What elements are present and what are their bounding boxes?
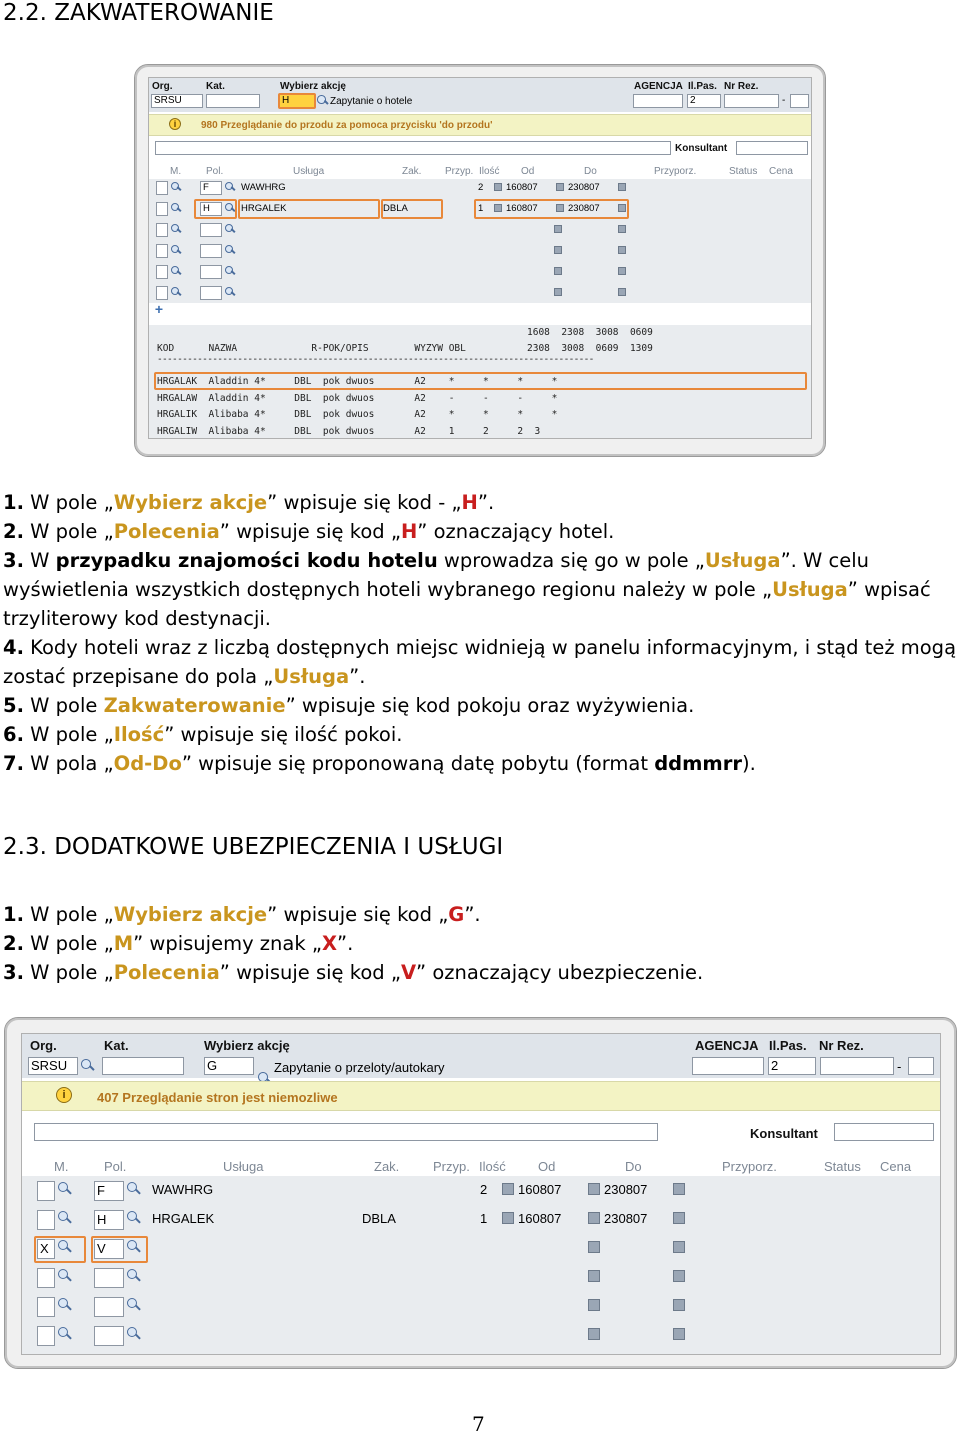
service-code[interactable]: HRGALEK	[152, 1211, 215, 1226]
agency-input[interactable]	[633, 94, 683, 108]
calendar-icon[interactable]	[588, 1299, 600, 1311]
nrrez-label: Nr Rez.	[724, 81, 759, 92]
action-code-input[interactable]: G	[204, 1057, 254, 1075]
action-code-input[interactable]: H	[278, 93, 316, 109]
instruction-text: ” oznaczający ubezpieczenie.	[416, 961, 704, 984]
column-status: Status	[729, 166, 758, 177]
search-icon[interactable]	[58, 1211, 72, 1225]
agency-input[interactable]	[692, 1057, 764, 1075]
select-checkbox[interactable]	[37, 1210, 55, 1230]
instruction-text: ” wpisuje się kod pokoju oraz wyżywienia.	[285, 694, 695, 717]
field-name: Ilość	[113, 723, 165, 746]
calendar-icon[interactable]	[673, 1241, 685, 1253]
calendar-icon[interactable]	[554, 267, 562, 275]
instruction-text: W	[23, 549, 56, 572]
instruction-text: W pole „	[23, 903, 114, 926]
column-przyporz: Przyporz.	[722, 1159, 777, 1174]
search-icon[interactable]	[171, 287, 181, 297]
field-name: Polecenia	[113, 961, 220, 984]
wybierz-akcje-label: Wybierz akcję	[204, 1038, 290, 1053]
service-table	[149, 179, 812, 303]
column-zak: Zak.	[374, 1159, 400, 1174]
instruction-text: ” wpisuje się kod „	[267, 903, 449, 926]
info-icon: i	[169, 118, 181, 130]
instruction-2	[3, 929, 958, 958]
accommodation-code[interactable]: DBLA	[362, 1211, 396, 1226]
search-icon[interactable]	[171, 266, 181, 276]
instructions-zakwaterowanie	[3, 488, 958, 778]
code-value: H	[461, 491, 478, 514]
select-checkbox[interactable]	[37, 1268, 55, 1288]
select-checkbox[interactable]	[156, 202, 168, 216]
search-icon[interactable]	[171, 203, 181, 213]
column-status: Status	[824, 1159, 861, 1174]
calendar-icon[interactable]	[554, 225, 562, 233]
field-name: Zakwaterowanie	[103, 694, 286, 717]
instruction-text: ” wpisuje się kod „	[219, 520, 401, 543]
reservation-suffix-input[interactable]	[908, 1057, 934, 1075]
instruction-text: ” wpisuje się ilość pokoi.	[164, 723, 403, 746]
select-checkbox[interactable]	[156, 181, 168, 195]
command-input[interactable]: F	[200, 181, 222, 195]
calendar-icon[interactable]	[554, 246, 562, 254]
highlight-frame	[34, 1236, 86, 1263]
calendar-icon[interactable]	[618, 267, 626, 275]
screenshot-hotel-query	[134, 64, 826, 457]
instruction-text: W pole	[23, 694, 104, 717]
instruction-number: 7.	[3, 752, 24, 775]
column-cena: Cena	[769, 166, 793, 177]
instruction-number: 5.	[3, 694, 24, 717]
instruction-text: ”.	[477, 491, 495, 514]
instruction-6	[3, 720, 958, 749]
search-icon[interactable]	[317, 95, 328, 106]
section-heading-zakwaterowanie: 2.2. ZAKWATEROWANIE	[3, 0, 274, 26]
calendar-icon[interactable]	[588, 1212, 600, 1224]
instruction-text: ”.	[464, 903, 481, 926]
command-input[interactable]	[94, 1297, 124, 1317]
search-icon[interactable]	[127, 1298, 141, 1312]
instruction-number: 1.	[3, 491, 24, 514]
reservation-number-input[interactable]	[724, 94, 779, 108]
select-checkbox[interactable]	[37, 1181, 55, 1201]
search-icon[interactable]	[58, 1298, 72, 1312]
column-pol: Pol.	[206, 166, 224, 177]
hotel-line[interactable]: HRGALIK Alibaba 4* DBL pok dwuos A2 * * * *	[157, 409, 558, 420]
search-icon[interactable]	[127, 1182, 141, 1196]
calendar-icon[interactable]	[618, 225, 626, 233]
agencja-label: AGENCJA	[695, 1038, 759, 1053]
command-input[interactable]: H	[94, 1210, 124, 1230]
instruction-number: 4.	[3, 636, 24, 659]
calendar-icon[interactable]	[588, 1270, 600, 1282]
instruction-text: W pole „	[23, 491, 114, 514]
search-icon[interactable]	[58, 1327, 72, 1341]
search-icon[interactable]	[58, 1182, 72, 1196]
konsultant-input[interactable]	[736, 141, 808, 155]
column-usluga: Usługa	[223, 1159, 264, 1174]
highlight-frame	[238, 199, 380, 219]
date-from[interactable]: 160807	[518, 1211, 562, 1226]
column-m: M.	[170, 166, 182, 177]
action-description: Zapytanie o przeloty/autokary	[274, 1060, 445, 1075]
calendar-icon[interactable]	[673, 1328, 685, 1340]
org-input[interactable]: SRSU	[28, 1057, 78, 1075]
kat-label: Kat.	[104, 1038, 129, 1053]
calendar-icon[interactable]	[673, 1299, 685, 1311]
hotel-line[interactable]: HRGALIW Alibaba 4* DBL pok dwuos A2 1 2 2 3	[157, 426, 541, 437]
date-from[interactable]: 160807	[506, 203, 538, 214]
konsultant-label: Konsultant	[750, 1126, 818, 1141]
column-przyporz: Przyporz.	[654, 166, 697, 177]
command-input[interactable]	[94, 1268, 124, 1288]
highlight-frame	[91, 1236, 148, 1263]
instruction-text: W pole „	[23, 961, 114, 984]
highlight-frame	[474, 199, 629, 219]
select-checkbox[interactable]	[37, 1326, 55, 1346]
reservation-number-input[interactable]	[820, 1057, 894, 1075]
instruction-7	[3, 749, 958, 778]
calendar-icon[interactable]	[494, 183, 502, 191]
instruction-4	[3, 633, 958, 691]
instruction-text: ”.	[349, 665, 366, 688]
screenshot-additional-services	[4, 1017, 957, 1369]
command-input[interactable]	[94, 1326, 124, 1346]
column-m: M.	[54, 1159, 69, 1174]
instructions-dodatkowe-uslugi	[3, 900, 958, 987]
instruction-text: ).	[741, 752, 756, 775]
instruction-text: Kody hoteli wraz z liczbą dostępnych miejsc widnieją w panelu informacyjnym, i stąd też mogą zostać przepisane do pola „	[3, 636, 957, 688]
calendar-icon[interactable]	[502, 1212, 514, 1224]
instruction-text: ”. W celu wyświetlenia wszystkich dostępnych hoteli wybranego regionu należy w pole „	[3, 549, 870, 601]
instruction-text: W pole „	[23, 932, 114, 955]
command-input[interactable]: H	[200, 202, 222, 216]
field-name: Usługa	[704, 549, 781, 572]
field-name: Polecenia	[113, 520, 220, 543]
date-to[interactable]: 230807	[604, 1182, 648, 1197]
org-label: Org.	[152, 81, 173, 92]
command-input[interactable]: V	[94, 1239, 124, 1259]
instruction-number: 2.	[3, 932, 24, 955]
select-checkbox[interactable]	[156, 265, 168, 279]
instruction-text: ” wpisuje się kod - „	[267, 491, 462, 514]
passenger-count-input[interactable]: 2	[687, 94, 721, 108]
column-pol: Pol.	[104, 1159, 127, 1174]
instruction-text: ” oznaczający hotel.	[417, 520, 615, 543]
org-label: Org.	[30, 1038, 57, 1053]
highlighted-hotel-line	[154, 372, 807, 390]
highlight-frame	[381, 199, 443, 219]
instruction-3	[3, 958, 958, 987]
instruction-text: W pola „	[23, 752, 114, 775]
hotel-line[interactable]: HRGALAW Aladdin 4* DBL pok dwuos A2 - - - *	[157, 393, 558, 404]
column-przyp: Przyp.	[433, 1159, 470, 1174]
instruction-1	[3, 900, 958, 929]
konsultant-input[interactable]	[834, 1123, 934, 1141]
command-input[interactable]: F	[94, 1181, 124, 1201]
calendar-icon[interactable]	[588, 1328, 600, 1340]
room-count[interactable]: 1	[480, 1211, 488, 1226]
instruction-text: ” wpisujemy znak „	[133, 932, 322, 955]
field-name: Usługa	[772, 578, 848, 601]
nrrez-label: Nr Rez.	[819, 1038, 864, 1053]
info-dates-row-2: 2308 3008 0609 1309	[527, 343, 653, 354]
search-icon[interactable]	[171, 224, 181, 234]
command-input[interactable]	[200, 244, 222, 258]
calendar-icon[interactable]	[618, 246, 626, 254]
search-icon[interactable]	[127, 1269, 141, 1283]
kat-label: Kat.	[206, 81, 225, 92]
field-name: Wybierz akcje	[113, 491, 268, 514]
column-do: Do	[625, 1159, 642, 1174]
instruction-emphasis: przypadku znajomości kodu hotelu	[55, 549, 438, 572]
search-icon[interactable]	[225, 245, 235, 255]
search-icon[interactable]	[58, 1269, 72, 1283]
instruction-text: wprowadza się go w pole „	[437, 549, 705, 572]
info-header: KOD NAZWA R-POK/OPIS WYZYW OBL	[157, 343, 466, 354]
instruction-number: 1.	[3, 903, 24, 926]
select-checkbox[interactable]: X	[37, 1239, 55, 1259]
ilpas-label: Il.Pas.	[769, 1038, 807, 1053]
calendar-icon[interactable]	[502, 1183, 514, 1195]
select-checkbox[interactable]	[156, 244, 168, 258]
instruction-text: ” wpisać trzyliterowy kod destynacji.	[3, 578, 931, 630]
calendar-icon[interactable]	[673, 1183, 685, 1195]
remarks-input[interactable]	[155, 141, 671, 155]
search-icon[interactable]	[127, 1211, 141, 1225]
search-icon[interactable]	[225, 287, 235, 297]
instruction-text: ” wpisuje się kod „	[219, 961, 401, 984]
calendar-icon[interactable]	[618, 183, 626, 191]
dash-separator: -	[897, 1059, 902, 1074]
instruction-number: 3.	[3, 961, 24, 984]
info-dates-row-1: 1608 2308 3008 0609	[527, 327, 653, 338]
calendar-icon[interactable]	[618, 288, 626, 296]
info-icon: i	[56, 1087, 72, 1103]
booking-form	[21, 1033, 941, 1355]
highlight-frame	[194, 199, 237, 219]
code-value: H	[400, 520, 418, 543]
org-input[interactable]: SRSU	[151, 94, 203, 108]
code-value: V	[400, 961, 417, 984]
calendar-icon[interactable]	[588, 1241, 600, 1253]
section-heading-dodatkowe-uslugi: 2.3. DODATKOWE UBEZPIECZENIA I USŁUGI	[3, 834, 504, 860]
date-from[interactable]: 160807	[518, 1182, 562, 1197]
column-od: Od	[521, 166, 535, 177]
search-icon[interactable]	[225, 266, 235, 276]
add-row-icon[interactable]: +	[154, 301, 164, 317]
calendar-icon[interactable]	[673, 1270, 685, 1282]
instruction-text: ” wpisuje się proponowaną datę pobytu (format	[181, 752, 655, 775]
instruction-number: 2.	[3, 520, 24, 543]
calendar-icon[interactable]	[588, 1183, 600, 1195]
passenger-count-input[interactable]: 2	[768, 1057, 816, 1075]
field-name: Od-Do	[113, 752, 182, 775]
instruction-3	[3, 546, 958, 633]
status-message: 980 Przeglądanie do przodu za pomoca przycisku 'do przodu'	[201, 120, 493, 131]
instruction-text: W pole „	[23, 723, 114, 746]
service-code[interactable]: HRGALEK	[241, 203, 287, 214]
column-do: Do	[584, 166, 597, 177]
room-count[interactable]: 1	[478, 203, 484, 214]
calendar-icon[interactable]	[554, 288, 562, 296]
date-to[interactable]: 230807	[568, 203, 600, 214]
command-input[interactable]	[200, 286, 222, 300]
instruction-1	[3, 488, 958, 517]
command-input[interactable]	[200, 223, 222, 237]
wybierz-akcje-label: Wybierz akcję	[280, 81, 346, 92]
ilpas-label: Il.Pas.	[688, 81, 717, 92]
booking-form	[148, 77, 812, 439]
instruction-text: W pole „	[23, 520, 114, 543]
kat-input[interactable]	[102, 1057, 184, 1075]
page-number: 7	[472, 1412, 485, 1436]
hotel-line[interactable]: HRGALAK Aladdin 4* DBL pok dwuos A2 * * * *	[157, 376, 558, 387]
column-cena: Cena	[880, 1159, 912, 1174]
instruction-emphasis: ddmmrr	[654, 752, 742, 775]
search-icon[interactable]	[127, 1327, 141, 1341]
select-checkbox[interactable]	[156, 286, 168, 300]
date-to[interactable]: 230807	[568, 182, 600, 193]
field-name: M	[113, 932, 134, 955]
code-value: X	[321, 932, 337, 955]
field-name: Wybierz akcje	[113, 903, 268, 926]
column-od: Od	[538, 1159, 556, 1174]
kat-input[interactable]	[206, 94, 260, 108]
column-zak: Zak.	[402, 166, 422, 177]
search-icon[interactable]	[225, 182, 235, 192]
calendar-icon[interactable]	[673, 1212, 685, 1224]
reservation-suffix-input[interactable]	[790, 94, 809, 108]
service-code[interactable]: WAWHRG	[241, 182, 286, 193]
action-description: Zapytanie o hotele	[330, 96, 413, 107]
search-icon[interactable]	[171, 245, 181, 255]
instruction-number: 6.	[3, 723, 24, 746]
search-icon[interactable]	[225, 224, 235, 234]
code-value: G	[448, 903, 465, 926]
konsultant-label: Konsultant	[675, 143, 728, 154]
search-icon[interactable]	[81, 1059, 94, 1072]
column-ilosc: Ilość	[479, 1159, 506, 1174]
search-icon[interactable]	[171, 182, 181, 192]
field-name: Usługa	[273, 665, 350, 688]
command-input[interactable]	[200, 265, 222, 279]
column-ilosc: Ilość	[479, 166, 500, 177]
agencja-label: AGENCJA	[634, 81, 683, 92]
calendar-icon[interactable]	[556, 183, 564, 191]
accommodation-code[interactable]: DBLA	[383, 203, 408, 214]
service-code[interactable]: WAWHRG	[152, 1182, 214, 1197]
date-from[interactable]: 160807	[506, 182, 538, 193]
remarks-input[interactable]	[34, 1123, 658, 1141]
instruction-5	[3, 691, 958, 720]
select-checkbox[interactable]	[156, 223, 168, 237]
date-to[interactable]: 230807	[604, 1211, 648, 1226]
service-table	[22, 1176, 941, 1355]
instruction-text: ”.	[337, 932, 354, 955]
dash-separator: -	[782, 95, 786, 106]
column-usluga: Usługa	[293, 166, 325, 177]
room-count[interactable]: 2	[480, 1182, 488, 1197]
instruction-2	[3, 517, 958, 546]
instruction-number: 3.	[3, 549, 24, 572]
select-checkbox[interactable]	[37, 1297, 55, 1317]
info-separator: ---------------------------------------------------------------------------------------	[157, 354, 594, 365]
column-przyp: Przyp.	[445, 166, 474, 177]
status-message: 407 Przeglądanie stron jest niemozliwe	[97, 1090, 338, 1105]
room-count[interactable]: 2	[478, 182, 484, 193]
